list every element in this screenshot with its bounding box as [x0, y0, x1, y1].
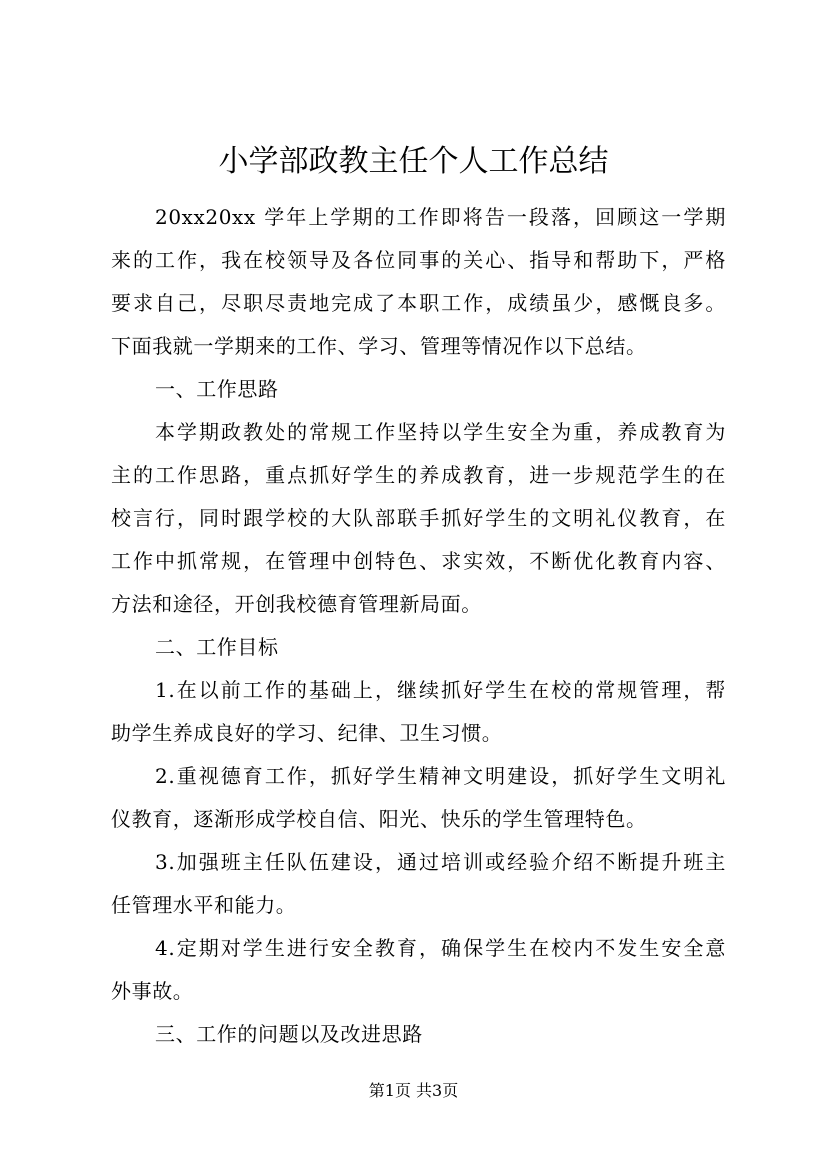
section-heading: 二、工作目标: [155, 635, 279, 659]
paragraph-line: 来的工作，我在校领导及各位同事的关心、指导和帮助下，严格: [111, 248, 726, 272]
paragraph-line: 校言行，同时跟学校的大队部联手抓好学生的文明礼仪教育，在: [111, 506, 726, 530]
page-number: 第1页 共3页: [368, 1081, 459, 1100]
document-title: 小学部政教主任个人工作总结: [218, 144, 609, 179]
paragraph-line: 要求自己，尽职尽责地完成了本职工作，成绩虽少，感慨良多。: [111, 291, 726, 315]
document-body: [111, 196, 726, 1056]
paragraph-line: 方法和途径，开创我校德育管理新局面。: [111, 592, 482, 616]
list-item-line: 2.重视德育工作，抓好学生精神文明建设，抓好学生文明礼: [155, 764, 726, 788]
paragraph-line: 下面我就一学期来的工作、学习、管理等情况作以下总结。: [111, 334, 647, 358]
section-heading: 三、工作的问题以及改进思路: [155, 1022, 423, 1046]
list-item-line: 3.加强班主任队伍建设，通过培训或经验介绍不断提升班主: [155, 850, 726, 874]
paragraph-line: 本学期政教处的常规工作坚持以学生安全为重，养成教育为: [155, 420, 726, 444]
list-item-line: 助学生养成良好的学习、纪律、卫生习惯。: [111, 721, 503, 745]
list-item-line: 任管理水平和能力。: [111, 893, 297, 917]
list-item-line: 外事故。: [111, 979, 194, 1003]
list-item-line: 4.定期对学生进行安全教育，确保学生在校内不发生安全意: [155, 936, 726, 960]
list-item-line: 仪教育，逐渐形成学校自信、阳光、快乐的学生管理特色。: [111, 807, 647, 831]
list-item-line: 1.在以前工作的基础上，继续抓好学生在校的常规管理，帮: [155, 678, 726, 702]
paragraph-line: 20xx20xx 学年上学期的工作即将告一段落，回顾这一学期: [155, 205, 726, 229]
section-heading: 一、工作思路: [155, 377, 279, 401]
paragraph-line: 工作中抓常规，在管理中创特色、求实效，不断优化教育内容、: [111, 549, 726, 573]
paragraph-line: 主的工作思路，重点抓好学生的养成教育，进一步规范学生的在: [111, 463, 726, 487]
